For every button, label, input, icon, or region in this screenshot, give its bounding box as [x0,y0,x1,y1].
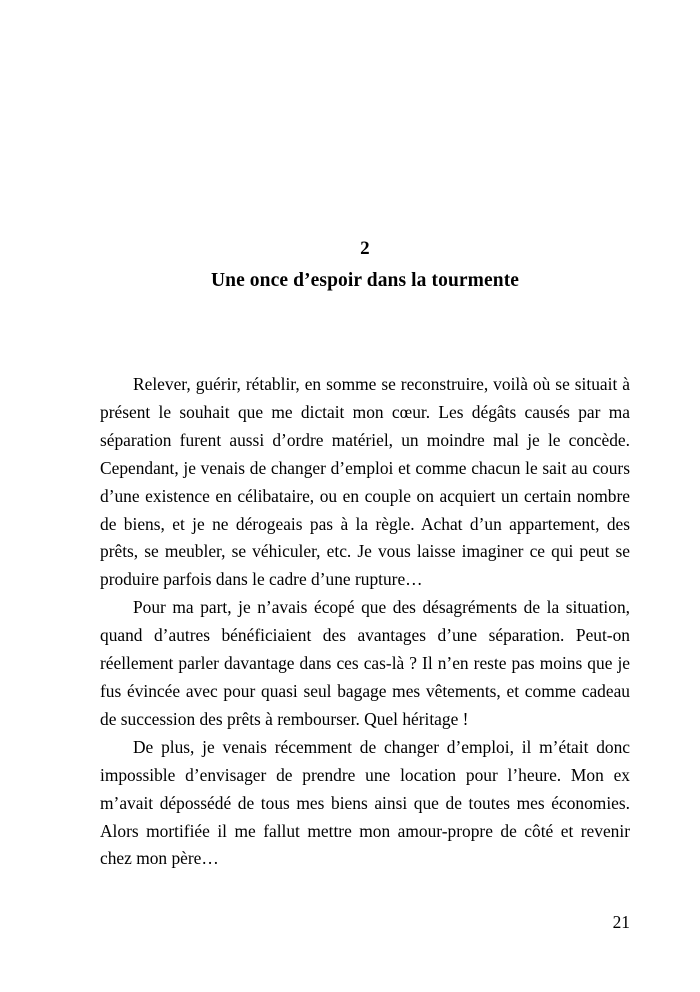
chapter-heading [100,236,630,296]
page-number: 21 [612,912,630,932]
body-text [100,371,630,873]
paragraph: De plus, je venais récemment de changer d’emploi, il m’était donc impossible d’envisager de prendre une location pour l’heure. Mon ex m’avait dépossédé de tous mes biens ainsi que de toutes mes économies. Alors mortifiée il me fallut mettre mon amour-propre de côté et revenir chez mon père… [100,736,630,869]
paragraph: Relever, guérir, rétablir, en somme se reconstruire, voilà où se situait à présent le souhait que me dictait mon cœur. Les dégâts causés par ma séparation furent aussi d’ordre matériel, un moindre mal je le concède. Cependant, je venais de changer d’emploi et comme chacun le sait au cours d’une existence en célibataire, ou en couple on acquiert un certain nombre de biens, et je ne dérogeais pas à la règle. Achat d’un appartement, des prêts, se meubler, se véhiculer, etc. Je vous laisse imaginer ce qui peut se produire parfois dans le cadre d’une rupture… [100,374,630,590]
paragraph: Pour ma part, je n’avais écopé que des désagréments de la situation, quand d’autres bénéficiaient des avantages d’une séparation. Peut-on réellement parler davantage dans ces cas-là ? Il n’en reste pas moins que je fus évincée avec pour quasi seul bagage mes vêtements, et comme cadeau de succession des prêts à rembourser. Quel héritage ! [100,597,630,729]
chapter-number: 2 [360,238,370,259]
chapter-title: Une once d’espoir dans la tourmente [210,270,520,291]
